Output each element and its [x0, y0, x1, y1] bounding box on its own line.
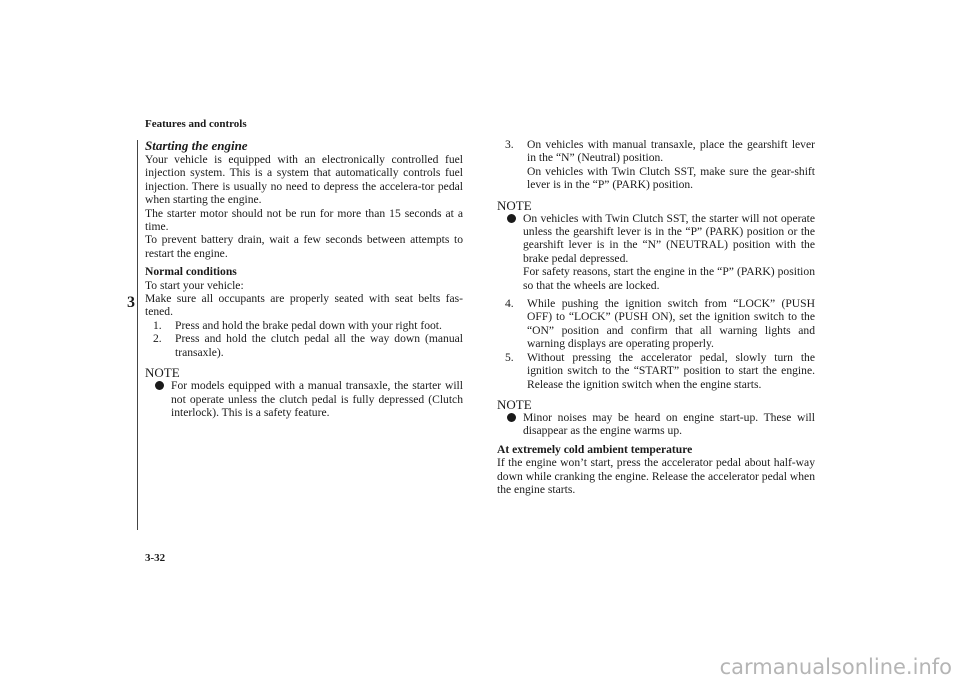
note-text: Minor noises may be heard on engine start-up. These will disappear as the engine warms up. — [523, 410, 815, 438]
note-item — [499, 212, 815, 292]
list-item — [505, 138, 815, 192]
note-text: For models equipped with a manual transaxle, the starter will not operate unless the clutch pedal is fully depressed (Clutch interlock). This is a safety feature. — [171, 379, 463, 419]
list-item — [505, 297, 815, 351]
normal-conditions-heading: Normal conditions — [145, 265, 237, 279]
chapter-tab-line — [128, 140, 138, 530]
starter-limit-paragraph: The starter motor should not be run for more than 15 seconds at a time. — [145, 206, 463, 234]
occupants-paragraph: Make sure all occupants are properly seated with seat belts fas-tened. — [145, 292, 463, 319]
start-steps-list — [145, 319, 463, 359]
intro-paragraph: Your vehicle is equipped with an electronically controlled fuel injection system. This is a system that automatically controls fuel injection. There is usually no need to depress the accelera-tor pedal when starting the engine. — [145, 153, 463, 207]
list-item — [505, 351, 815, 391]
section-header: Features and controls — [145, 118, 247, 130]
step-text: Press and hold the clutch pedal all the way down (manual transaxle). — [175, 332, 463, 359]
step-text: Without pressing the accelerator pedal, slowly turn the ignition switch to the “START” position to start the engine. Release the ignition switch when the engine starts. — [527, 350, 815, 391]
step-number: 1. — [153, 318, 162, 332]
battery-drain-paragraph: To prevent battery drain, wait a few seconds between attempts to restart the engine. — [145, 233, 463, 260]
right-column — [497, 138, 815, 496]
bullet-icon — [507, 413, 516, 422]
watermark: carmanualsonline.info — [719, 654, 952, 679]
page-number: 3-32 — [145, 552, 166, 564]
step-number: 5. — [505, 350, 514, 364]
note-label: NOTE — [497, 197, 532, 213]
left-column — [145, 138, 463, 419]
note-text-secondary: For safety reasons, start the engine in the “P” (PARK) position so that the wheels are locked. — [523, 265, 815, 292]
step-number: 3. — [505, 138, 514, 151]
bullet-icon — [507, 214, 516, 223]
step-number: 4. — [505, 297, 514, 311]
note-label: NOTE — [145, 365, 180, 381]
step-text: On vehicles with manual transaxle, place the gearshift lever in the “N” (Neutral) position. — [527, 138, 815, 165]
list-item — [153, 319, 463, 332]
step-number: 2. — [153, 332, 162, 346]
note-item — [499, 411, 815, 438]
note-item — [147, 379, 463, 419]
cold-temperature-paragraph: If the engine won’t start, press the accelerator pedal about half-way down while cranking the engine. Release the accelerator pedal when the engine starts. — [497, 456, 815, 496]
cold-temperature-heading: At extremely cold ambient temperature — [497, 442, 693, 456]
note-label: NOTE — [497, 396, 532, 412]
step-text: Press and hold the brake pedal down with your right foot. — [175, 318, 442, 332]
step-text: While pushing the ignition switch from “LOCK” (PUSH OFF) to “LOCK” (PUSH ON), set the ignition switch to the “ON” position and confirm that all warning lights and warning displays are operating properly. — [527, 297, 815, 351]
normal-intro: To start your vehicle: — [145, 278, 244, 292]
section-title: Starting the engine — [145, 138, 248, 153]
bullet-icon — [155, 381, 164, 390]
list-item — [153, 332, 463, 359]
note-text: On vehicles with Twin Clutch SST, the starter will not operate unless the gearshift lever is in the “P” (PARK) position or the gearshift lever is in the “N” (NEUTRAL) position with the brake pedal depressed. — [523, 211, 815, 265]
chapter-number: 3 — [127, 294, 135, 311]
step-text-secondary: On vehicles with Twin Clutch SST, make sure the gear-shift lever is in the “P” (PARK) position. — [527, 164, 815, 192]
